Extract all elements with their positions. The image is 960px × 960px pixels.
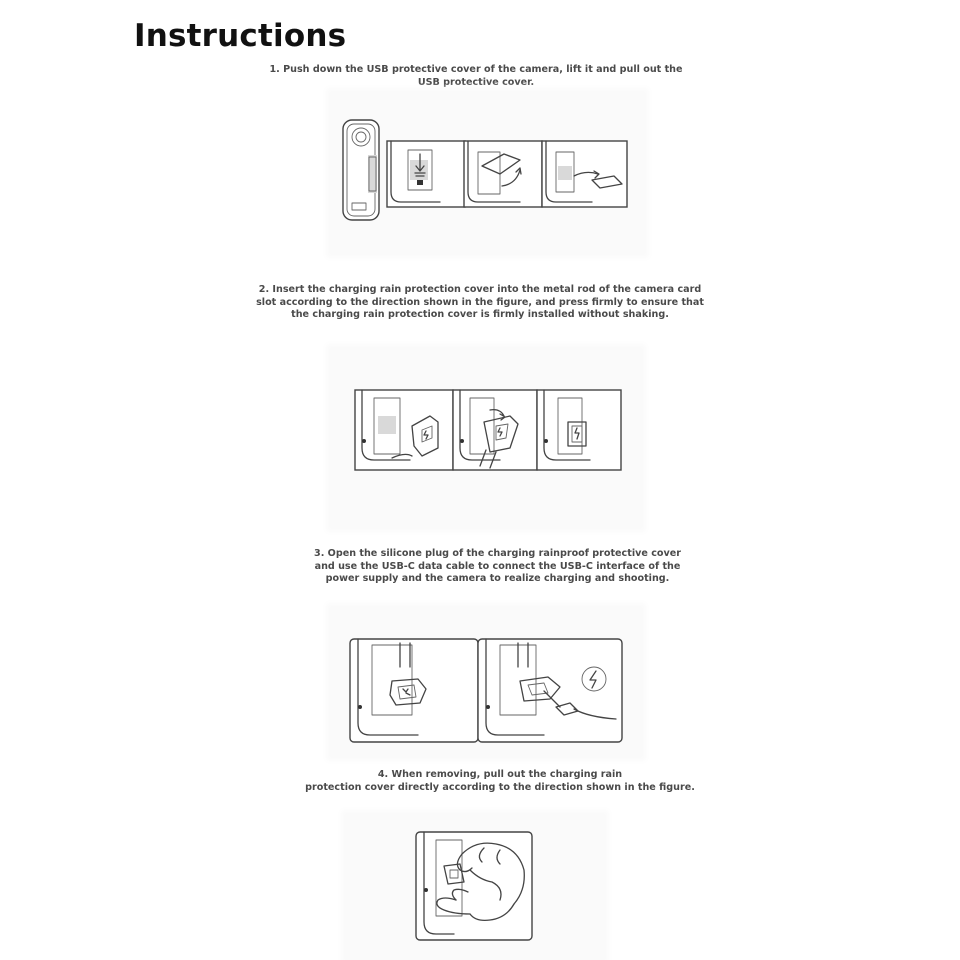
usb-c-charging-illustration (348, 637, 628, 747)
step-4-line-2: protection cover directly according to the direction shown in the figure. (305, 781, 695, 793)
step-4-text (280, 769, 720, 794)
step-4-line-1: 4. When removing, pull out the charging rain (377, 769, 623, 780)
camera-remove-usb-cover-illustration (330, 110, 640, 240)
step-1-text (240, 64, 712, 89)
step-2-line-2: slot according to the direction shown in the figure, and press firmly to ensure that (256, 296, 704, 308)
step-3-line-2: and use the USB-C data cable to connect the USB-C interface of the (314, 560, 681, 572)
step-3-text (300, 548, 695, 586)
step-2-line-1: 2. Insert the charging rain protection cover into the metal rod of the camera card (258, 284, 702, 295)
step-2-line-3: the charging rain protection cover is firmly installed without shaking. (291, 309, 669, 320)
step-1-line-2: USB protective cover. (417, 76, 535, 88)
step-3-line-3: power supply and the camera to realize charging and shooting. (325, 573, 670, 584)
step-2-text (235, 284, 725, 322)
page-title: Instructions (134, 18, 347, 54)
remove-rain-cover-illustration (414, 830, 536, 945)
step-1-line-1: 1. Push down the USB protective cover of the camera, lift it and pull out the (269, 64, 683, 75)
install-rain-cover-illustration (350, 386, 625, 476)
step-3-line-1: 3. Open the silicone plug of the charging rainproof protective cover (314, 548, 681, 559)
